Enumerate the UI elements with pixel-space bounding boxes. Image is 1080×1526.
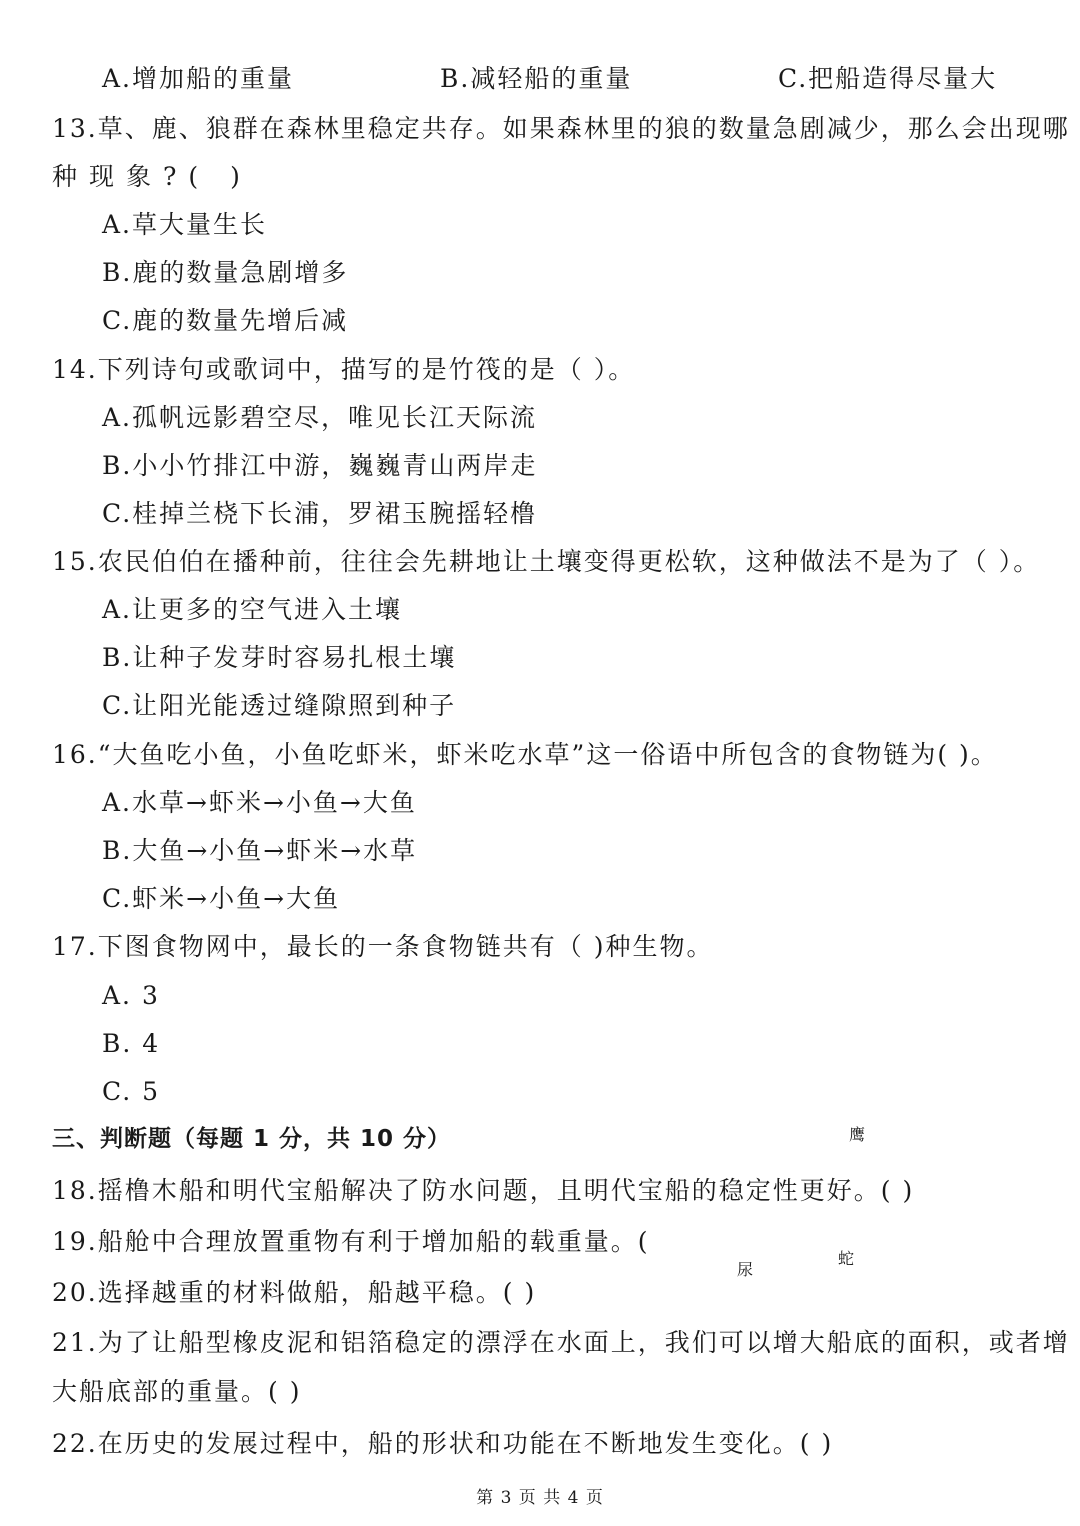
q15-stem: 15.农民伯伯在播种前，往往会先耕地让土壤变得更松软，这种做法不是为了（ ）。: [52, 547, 1041, 576]
q14-option-c: C.桂掉兰桡下长浦，罗裙玉腕摇轻橹: [102, 499, 538, 528]
q21-line1: 21.为了让船型橡皮泥和铝箔稳定的漂浮在水面上，我们可以增大船底的面积，或者增: [52, 1328, 1070, 1357]
q13-stem-line1: 13.草、鹿、狼群在森林里稳定共存。如果森林里的狼的数量急剧减少，那么会出现哪: [52, 114, 1070, 143]
q17-stem: 17.下图食物网中，最长的一条食物链共有（ )种生物。: [52, 932, 714, 961]
q16-option-a: A.水草→虾米→小鱼→大鱼: [102, 788, 417, 817]
q21-line2: 大船底部的重量。( ): [52, 1377, 302, 1406]
q14-option-a: A.孤帆远影碧空尽，唯见长江天际流: [102, 403, 538, 432]
q17-option-a: A. 3: [102, 981, 160, 1010]
q17-option-b: B. 4: [102, 1029, 161, 1058]
q15-option-b: B.让种子发芽时容易扎根土壤: [102, 643, 457, 672]
q12-option-c: C.把船造得尽量大: [778, 64, 998, 93]
q16-stem: 16.“大鱼吃小鱼，小鱼吃虾米，虾米吃水草”这一俗语中所包含的食物链为( )。: [52, 740, 998, 769]
q16-option-b: B.大鱼→小鱼→虾米→水草: [102, 836, 418, 865]
q16-option-c: C.虾米→小鱼→大鱼: [102, 884, 341, 913]
q14-stem: 14.下列诗句或歌词中，描写的是竹筏的是（ ）。: [52, 355, 636, 384]
diagram-label-snake: 蛇: [838, 1249, 855, 1268]
q15-option-c: C.让阳光能透过缝隙照到种子: [102, 691, 457, 720]
q13-option-c: C.鹿的数量先增后减: [102, 306, 349, 335]
q18: 18.摇橹木船和明代宝船解决了防水问题，且明代宝船的稳定性更好。( ): [52, 1176, 915, 1205]
diagram-label-mouse: 尿: [737, 1260, 754, 1279]
diagram-label-eagle: 鹰: [849, 1125, 866, 1144]
q22: 22.在历史的发展过程中，船的形状和功能在不断地发生变化。( ): [52, 1429, 834, 1458]
q20: 20.选择越重的材料做船，船越平稳。( ): [52, 1278, 537, 1307]
q17-option-c: C. 5: [102, 1077, 161, 1106]
q13-stem-line2: 种现象?( ): [52, 162, 252, 191]
section3-title: 三、判断题（每题 1 分，共 10 分）: [52, 1126, 452, 1152]
q19: 19.船舱中合理放置重物有利于增加船的载重量。(: [52, 1227, 650, 1256]
q15-option-a: A.让更多的空气进入土壤: [102, 595, 403, 624]
q12-option-a: A.增加船的重量: [102, 64, 295, 93]
q13-option-b: B.鹿的数量急剧增多: [102, 258, 349, 287]
q12-option-b: B.减轻船的重量: [440, 64, 633, 93]
q14-option-b: B.小小竹排江中游，巍巍青山两岸走: [102, 451, 538, 480]
page-footer: 第 3 页 共 4 页: [476, 1488, 604, 1508]
q13-option-a: A.草大量生长: [102, 210, 268, 239]
